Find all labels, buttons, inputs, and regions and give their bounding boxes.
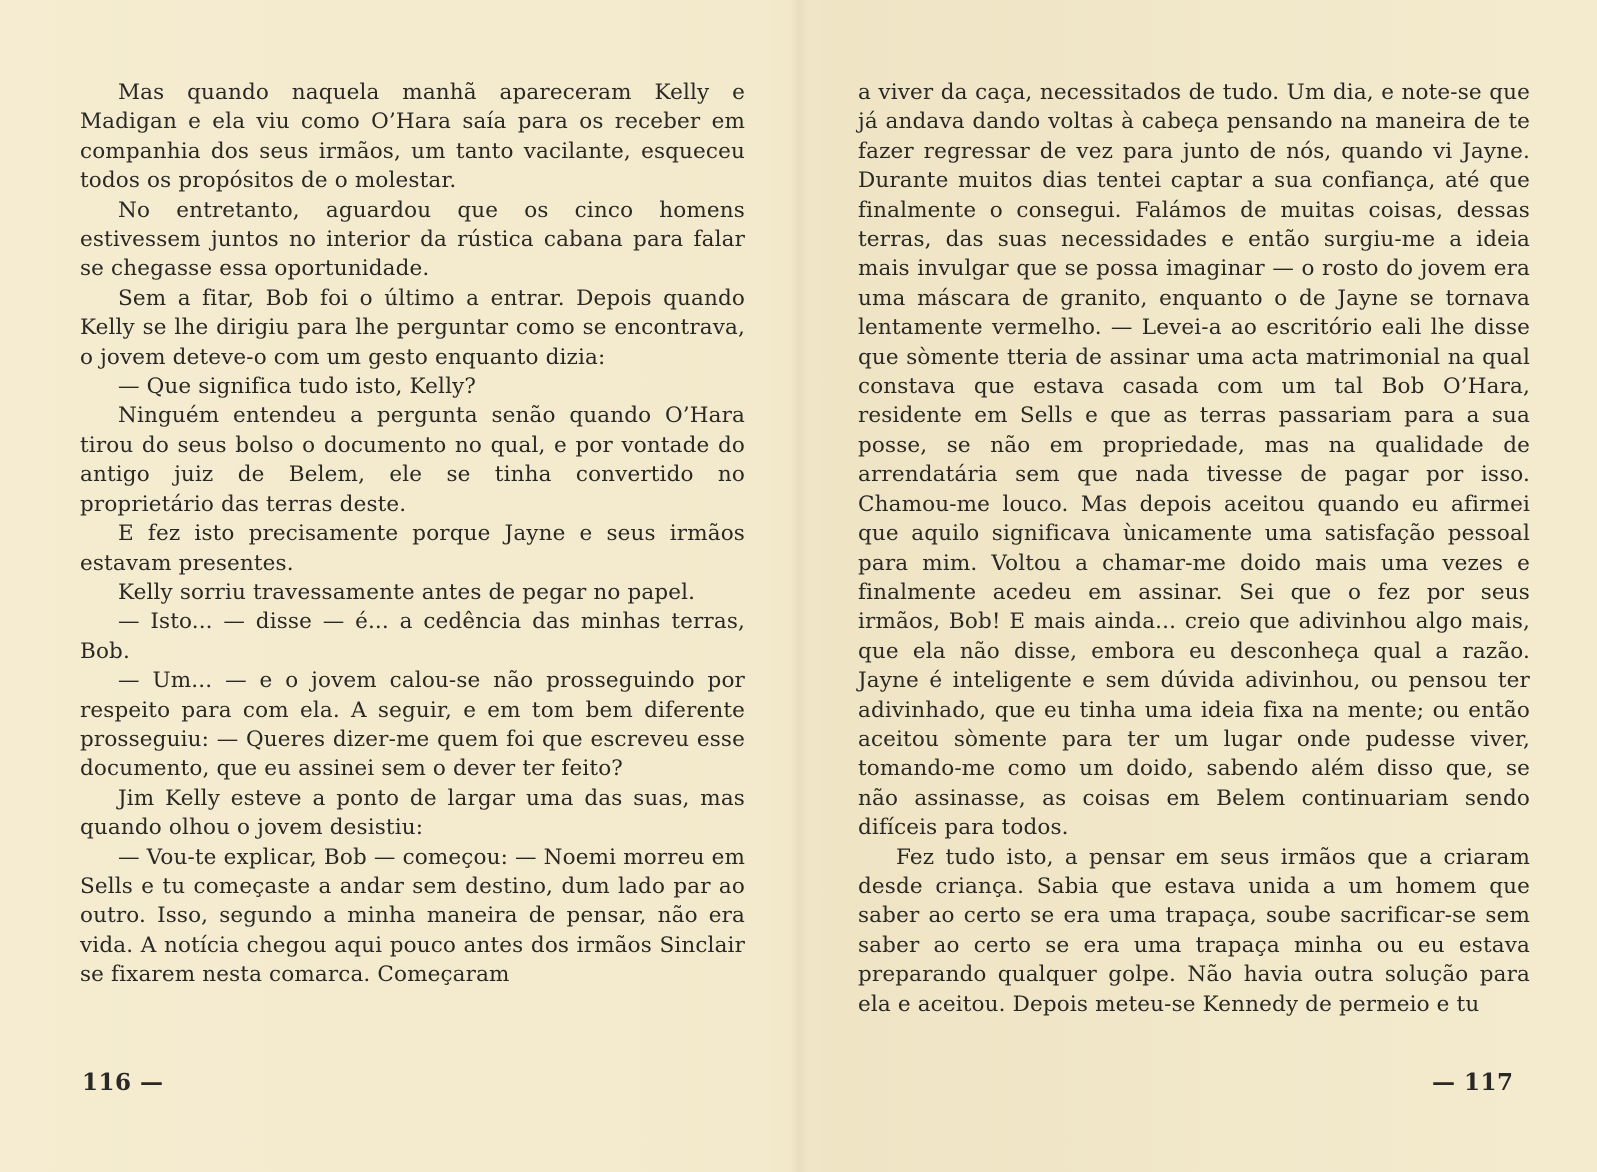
right-paragraph-2: Fez tudo isto, a pensar em seus irmãos que a criaram desde criança. Sabia que estava unida a um homem que saber ao certo se era uma trapaça, soube sacrificar-se sem saber ao certo se era uma trapaça minha ou eu estava preparando qualquer golpe. Não havia outra solução para ela e aceitou. Depois meteu-se Kennedy de permeio e tu <box>858 844 1530 1017</box>
left-paragraph-10: Jim Kelly esteve a ponto de largar uma das suas, mas quando olhou o jovem desistiu: <box>80 785 745 841</box>
right-page <box>858 78 1530 1019</box>
left-paragraph-4: — Que significa tudo isto, Kelly? <box>118 374 477 400</box>
left-paragraph-8: — Isto... — disse — é... a cedência das minhas terras, Bob. <box>80 609 745 664</box>
left-paragraph-2: No entretanto, aguardou que os cinco homens estivessem juntos no interior da rústica cabana para falar se chegasse essa oportunidade. <box>80 197 745 282</box>
right-paragraph-1: a viver da caça, necessitados de tudo. Um dia, e note-se que já andava dando voltas à cabeça pensando na maneira de te fazer regressar de vez para junto de nós, quando vi Jayne. Durante muitos dias tentei captar a sua confiança, até que finalmente o consegui. Falámos de muitas coisas, dessas terras, das suas necessidades e então surgiu-me a ideia mais invulgar que se possa imaginar — o rosto do jovem era uma máscara de granito, enquanto o de Jayne se tornava lentamente vermelho. — Levei-a ao escritório eali lhe disse que sòmente tteria de assinar uma acta matrimonial na qual constava que estava casada com um tal Bob O’Hara, residente em Sells e que as terras passariam para a sua posse, se não em propriedade, mas na qualidade de arrendatária sem que nada tivesse de pagar por isso. Chamou-me louco. Mas depois aceitou quando eu afirmei que aquilo significava ùnicamente uma satisfação pessoal para mim. Voltou a chamar-me doido mais uma vezes e finalmente acedeu em assinar. Sei que o fez por seus irmãos, Bob! E mais ainda... creio que adivinhou algo mais, que ela não disse, embora eu desconheça qual a razão. Jayne é inteligente e sem dúvida adivinhou, ou pensou ter adivinhado, que eu tinha uma ideia fixa na mente; ou então aceitou sòmente para ter um lugar onde pudesse viver, tomando-me como um doido, sabendo além disso que, se não assinasse, as coisas em Belem continuariam sendo difíceis para todos. <box>858 80 1530 841</box>
left-paragraph-9: — Um... — e o jovem calou-se não prosseguindo por respeito para com ela. A seguir, e em tom bem diferente prosseguiu: — Queres dizer-me quem foi que escreveu esse documento, que eu assinei sem o dever ter feito? <box>80 668 745 782</box>
left-paragraph-5: Ninguém entendeu a pergunta senão quando O’Hara tirou do seus bolso o documento no qual, e por vontade do antigo juiz de Belem, ele se tinha convertido no proprietário das terras deste. <box>80 403 745 517</box>
left-page <box>80 78 745 990</box>
page-number-right: — 117 <box>1432 1069 1514 1096</box>
left-paragraph-7: Kelly sorriu travessamente antes de pegar no papel. <box>118 579 696 605</box>
left-paragraph-3: Sem a fitar, Bob foi o último a entrar. Depois quando Kelly se lhe dirigiu para lhe perguntar como se encontrava, o jovem deteve-o com um gesto enquanto dizia: <box>80 285 745 370</box>
page-number-left: 116 — <box>82 1069 164 1096</box>
left-paragraph-1: Mas quando naquela manhã apareceram Kelly e Madigan e ela viu como O’Hara saía para os receber em companhia dos seus irmãos, um tanto vacilante, esqueceu todos os propósitos de o molestar. <box>80 80 745 194</box>
left-paragraph-6: E fez isto precisamente porque Jayne e seus irmãos estavam presentes. <box>80 521 745 576</box>
left-paragraph-11: — Vou-te explicar, Bob — começou: — Noemi morreu em Sells e tu começaste a andar sem destino, dum lado par ao outro. Isso, segundo a minha maneira de pensar, não era vida. A notícia chegou aqui pouco antes dos irmãos Sinclair se fixarem nesta comarca. Começaram <box>80 844 745 988</box>
gutter <box>790 0 808 1172</box>
